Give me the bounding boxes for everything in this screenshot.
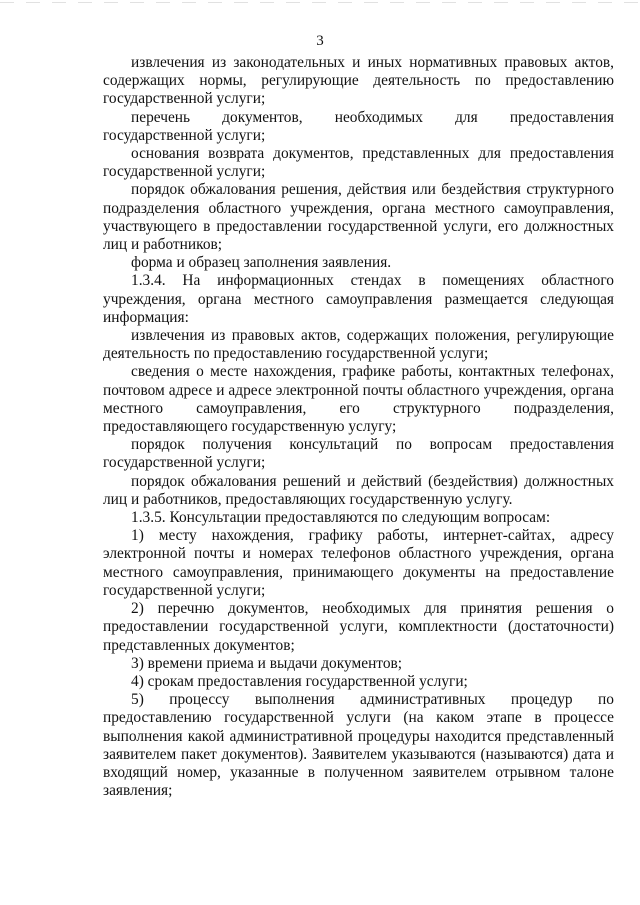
paragraph: 1) месту нахождения, графику работы, интернет-сайтах, адресу электронной почты и номерах телефонов областного учреждения, органа местного самоуправления, принимающего документы на предоставление государственной услуги; bbox=[103, 527, 614, 599]
paragraph: 4) срокам предоставления государственной услуги; bbox=[131, 672, 468, 690]
paragraph: основания возврата документов, представленных для предоставления государственной услуги; bbox=[103, 145, 614, 181]
paragraph: порядок получения консультаций по вопросам предоставления государственной услуги; bbox=[103, 436, 614, 472]
paragraph: извлечения из законодательных и иных нормативных правовых актов, содержащих нормы, регулирующие деятельность по предоставлению государственной услуги; bbox=[103, 54, 614, 108]
paragraph: порядок обжалования решений и действий (бездействия) должностных лиц и работников, предоставляющих государственную услугу. bbox=[103, 472, 614, 508]
document-body bbox=[103, 54, 614, 800]
paragraph: перечень документов, необходимых для предоставления государственной услуги; bbox=[103, 108, 614, 144]
page-number: 3 bbox=[316, 33, 324, 49]
paragraph: сведения о месте нахождения, графике работы, контактных телефонах, почтовом адресе и адресе электронной почты областного учреждения, органа местного самоуправления, его структурного подразделения, предоставляющего государственную услугу; bbox=[103, 363, 614, 436]
paragraph: извлечения из правовых актов, содержащих положения, регулирующие деятельность по предоставлению государственной услуги; bbox=[103, 327, 614, 363]
paragraph: 2) перечню документов, необходимых для принятия решения о предоставлении государственной услуги, комплектности (достаточности) представленных документов; bbox=[103, 600, 614, 654]
paragraph: порядок обжалования решения, действия или бездействия структурного подразделения областного учреждения, органа местного самоуправления, участвующего в предоставлении государственной услуги, его должностных лиц и работников; bbox=[103, 181, 614, 254]
paragraph: форма и образец заполнения заявления. bbox=[131, 254, 392, 272]
scan-artifact bbox=[0, 2, 640, 3]
paragraph: 5) процессу выполнения административных процедур по предоставлению государственной услуги (на каком этапе в процессе выполнения какой административной процедуры находится представленный заявителем пакет документов). Заявителем указываются (называются) дата и входящий номер, указанные в полученном заявителем отрывном талоне заявления; bbox=[103, 691, 614, 800]
paragraph: 1.3.4. На информационных стендах в помещениях областного учреждения, органа местного самоуправления размещается следующая информация: bbox=[103, 272, 614, 326]
paragraph: 1.3.5. Консультации предоставляются по следующим вопросам: bbox=[131, 509, 551, 527]
paragraph: 3) времени приема и выдачи документов; bbox=[131, 654, 403, 672]
